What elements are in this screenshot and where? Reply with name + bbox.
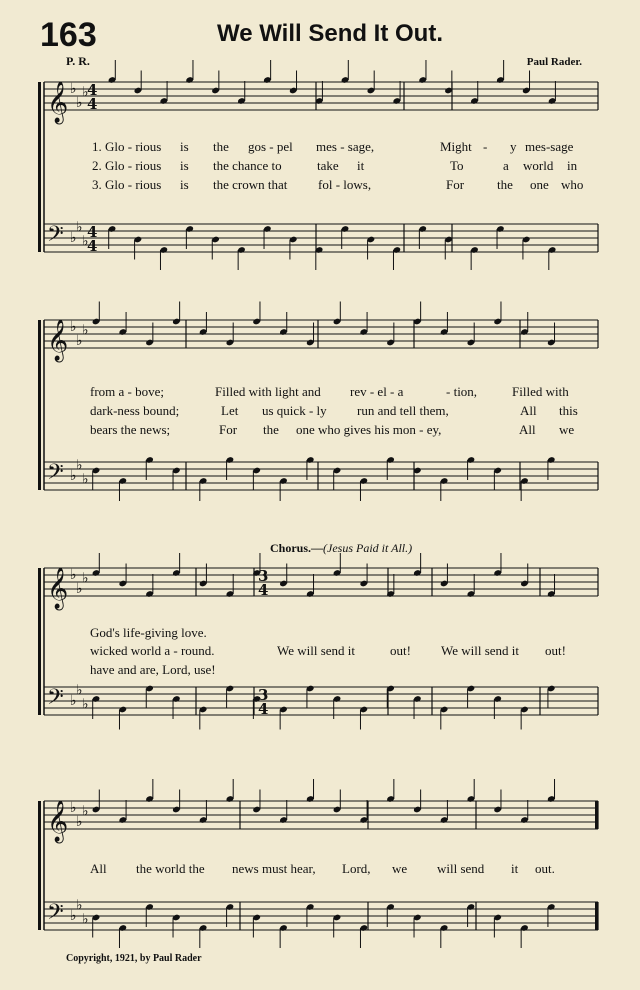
lyric-s2-v3-5: All: [519, 422, 536, 437]
lyric-s2-v2-6: this: [559, 403, 578, 418]
lyric-s1-v1-4: gos - pel: [248, 139, 293, 154]
lyric-s1-v1-2: is: [180, 139, 189, 154]
flat-sign: ♭: [70, 319, 77, 335]
flat-sign: ♭: [76, 333, 83, 349]
music-credit: Paul Rader.: [526, 56, 582, 68]
flat-sign: ♭: [70, 567, 77, 583]
lyric-s1-v1-1: 1. Glo - rious: [92, 139, 162, 154]
lyric-s2-v2-2: Let: [221, 403, 239, 418]
flat-sign: ♭: [76, 814, 83, 830]
lyric-s2-v1-4: - tion,: [446, 384, 478, 399]
lyric-s2-v2-4: run and tell them,: [357, 403, 449, 418]
lyric-s2-v1-2: Filled with light and: [215, 384, 321, 399]
lyric-s1-v3-2: is: [180, 177, 189, 192]
chorus-tune-name: (Jesus Paid it All.): [323, 541, 413, 555]
lyric-s1-v1-9: mes-sage: [525, 139, 574, 154]
lyric-s1-v3-5: For: [446, 177, 465, 192]
lyric-s2-v3-6: we: [559, 422, 575, 437]
flat-sign: ♭: [70, 908, 77, 924]
lyric-s1-v2-5: it: [357, 158, 365, 173]
lyric-s4-3: news must hear,: [232, 861, 316, 876]
lyric-s1-v1-6: Might: [440, 139, 472, 154]
lyric-s3-v2: wicked world a - round.: [90, 643, 215, 658]
lyric-s2-v1-3: rev - el - a: [350, 384, 404, 399]
lyric-s1-v1-7: -: [483, 139, 488, 154]
flat-sign: ♭: [76, 682, 83, 699]
lyric-s1-v1-3: the: [213, 139, 229, 154]
system-brace: [38, 82, 41, 252]
bass-clef: 𝄢: [47, 222, 64, 252]
lyric-s1-v2-3: the chance to: [213, 158, 282, 173]
lyric-s2-v1-1: from a - bove;: [90, 384, 165, 399]
lyric-s4-4: Lord,: [342, 861, 371, 876]
chorus-heading: Chorus.—: [270, 541, 324, 555]
flat-sign: ♭: [82, 233, 89, 250]
treble-clef: 𝄞: [47, 82, 69, 123]
lyric-s1-v3-8: who: [561, 177, 584, 192]
flat-sign: ♭: [70, 468, 77, 484]
lyric-s3-refrain-3: We will send it: [441, 643, 520, 658]
flat-sign: ♭: [82, 471, 89, 488]
hymn-number: 163: [40, 16, 97, 54]
flat-sign: ♭: [76, 457, 83, 474]
copyright-notice: Copyright, 1921, by Paul Rader: [66, 953, 202, 964]
final-bar: [595, 801, 598, 829]
time-signature-bottom: 4: [258, 581, 269, 599]
lyric-s2-v1-5: Filled with: [512, 384, 569, 399]
chorus-label: [270, 541, 412, 556]
lyric-s2-v3-2: For: [219, 422, 238, 437]
lyric-s2-v2-1: dark-ness bound;: [90, 403, 180, 418]
lyric-s1-v2-4: take: [317, 158, 339, 173]
bass-clef: 𝄢: [47, 900, 64, 930]
lyric-s1-v1-8: y: [510, 139, 517, 154]
lyric-s2-v3-1: bears the news;: [90, 422, 171, 437]
lyric-s2-v2-5: All: [520, 403, 537, 418]
lyric-s4-2: the world the: [136, 861, 205, 876]
lyric-s2-v3-4: one who gives his mon - ey,: [296, 422, 442, 437]
flat-sign: ♭: [76, 95, 83, 111]
flat-sign: ♭: [76, 219, 83, 236]
treble-clef: 𝄞: [47, 320, 69, 361]
lyric-s1-v3-7: one: [530, 177, 549, 192]
system-brace: [38, 320, 41, 490]
flat-sign: ♭: [82, 911, 89, 928]
final-bar: [595, 902, 598, 930]
flat-sign: ♭: [70, 230, 77, 246]
time-signature-top: 4: [87, 223, 98, 241]
flat-sign: ♭: [70, 81, 77, 97]
flat-sign: ♭: [82, 696, 89, 713]
flat-sign: ♭: [82, 570, 89, 587]
system-brace: [38, 801, 41, 930]
time-signature-top: 3: [258, 567, 269, 585]
lyric-s3-v3: have and are, Lord, use!: [90, 662, 216, 677]
flat-sign: ♭: [76, 581, 83, 597]
lyric-s1-v2-6: To: [450, 158, 464, 173]
lyric-s4-1: All: [90, 861, 107, 876]
lyric-s1-v3-3: the crown that: [213, 177, 288, 192]
treble-clef: 𝄞: [47, 568, 69, 609]
time-signature-top: 4: [87, 81, 98, 99]
flat-sign: ♭: [70, 693, 77, 709]
time-signature-bottom: 4: [87, 95, 98, 113]
words-credit: P. R.: [66, 54, 90, 68]
flat-sign: ♭: [82, 322, 89, 339]
lyric-s3-v1: God's life-giving love.: [90, 625, 207, 640]
lyric-s1-v2-1: 2. Glo - rious: [92, 158, 162, 173]
flat-sign: ♭: [76, 897, 83, 914]
lyric-s1-v3-6: the: [497, 177, 513, 192]
time-signature-top: 3: [258, 686, 269, 704]
lyric-s3-refrain-4: out!: [545, 643, 566, 658]
lyric-s1-v2-8: world: [523, 158, 554, 173]
flat-sign: ♭: [70, 800, 77, 816]
lyric-s1-v2-9: in: [567, 158, 578, 173]
bass-clef: 𝄢: [47, 685, 64, 715]
lyric-s4-6: will send: [437, 861, 485, 876]
lyric-s3-refrain-2: out!: [390, 643, 411, 658]
treble-clef: 𝄞: [47, 801, 69, 842]
lyric-s1-v2-7: a: [503, 158, 509, 173]
lyric-s1-v2-2: is: [180, 158, 189, 173]
lyric-s1-v3-1: 3. Glo - rious: [92, 177, 162, 192]
lyric-s4-5: we: [392, 861, 408, 876]
lyric-s4-7: it: [511, 861, 519, 876]
hymn-title: We Will Send It Out.: [216, 20, 443, 47]
lyric-s2-v2-3: us quick - ly: [262, 403, 327, 418]
system-brace: [38, 568, 41, 715]
flat-sign: ♭: [82, 84, 89, 101]
time-signature-bottom: 4: [87, 237, 98, 255]
lyric-s1-v1-5: mes - sage,: [316, 139, 375, 154]
flat-sign: ♭: [82, 803, 89, 820]
bass-clef: 𝄢: [47, 460, 64, 490]
lyric-s3-refrain-1: We will send it: [277, 643, 356, 658]
time-signature-bottom: 4: [258, 700, 269, 718]
lyric-s4-8: out.: [535, 861, 555, 876]
lyric-s1-v3-4: fol - lows,: [318, 177, 372, 192]
lyric-s2-v3-3: the: [263, 422, 279, 437]
